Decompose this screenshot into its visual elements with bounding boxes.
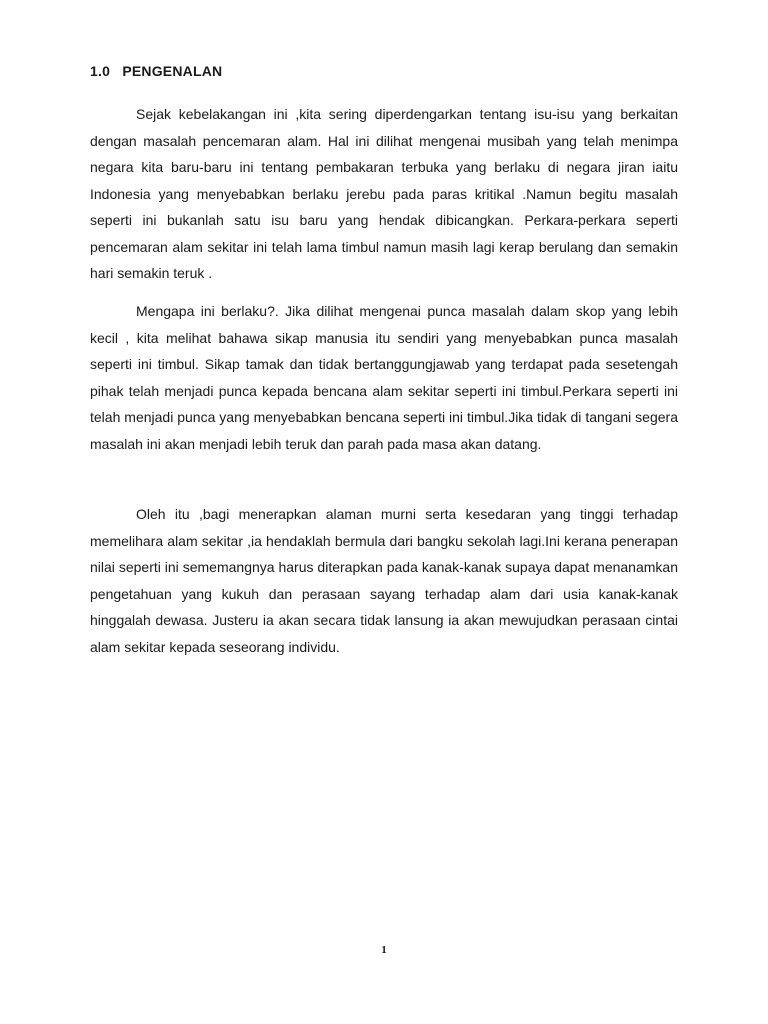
paragraph: Oleh itu ,bagi menerapkan alaman murni serta kesedaran yang tinggi terhadap memelihara alam sekitar ,ia hendaklah bermula dari bangku sekolah lagi.Ini kerana penerapan nilai seperti ini sememangnya harus diterapkan pada kanak-kanak supaya dapat menanamkan pengetahuan yang kukuh dan perasaan sayang terhadap alam dari usia kanak-kanak hinggalah dewasa. Justeru ia akan secara tidak lansung ia akan mewujudkan perasaan cintai alam sekitar kepada seseorang individu. bbox=[90, 506, 678, 655]
page-number: 1 bbox=[381, 944, 387, 956]
paragraph: Sejak kebelakangan ini ,kita sering diperdengarkan tentang isu-isu yang berkaitan dengan masalah pencemaran alam. Hal ini dilihat mengenai musibah yang telah menimpa negara kita baru-baru ini tentang pembakaran terbuka yang berlaku di negara jiran iaitu Indonesia yang menyebabkan berlaku jerebu pada paras kritikal .Namun begitu masalah seperti ini bukanlah satu isu baru yang hendak dibicangkan. Perkara-perkara seperti pencemaran alam sekitar ini telah lama timbul namun masih lagi kerap berulang dan semakin hari semakin teruk . bbox=[90, 106, 678, 281]
paragraph: Mengapa ini berlaku?. Jika dilihat mengenai punca masalah dalam skop yang lebih kecil , kita melihat bahawa sikap manusia itu sendiri yang menyebabkan punca masalah seperti ini timbul. Sikap tamak dan tidak bertanggungjawab yang terdapat pada sesetengah pihak telah menjadi punca kepada bencana alam sekitar seperti ini timbul.Perkara seperti ini telah menjadi punca yang menyebabkan bencana seperti ini timbul.Jika tidak di tangani segera masalah ini akan menjadi lebih teruk dan parah pada masa akan datang. bbox=[90, 303, 678, 452]
section-heading: 1.0 PENGENALAN bbox=[90, 63, 223, 79]
